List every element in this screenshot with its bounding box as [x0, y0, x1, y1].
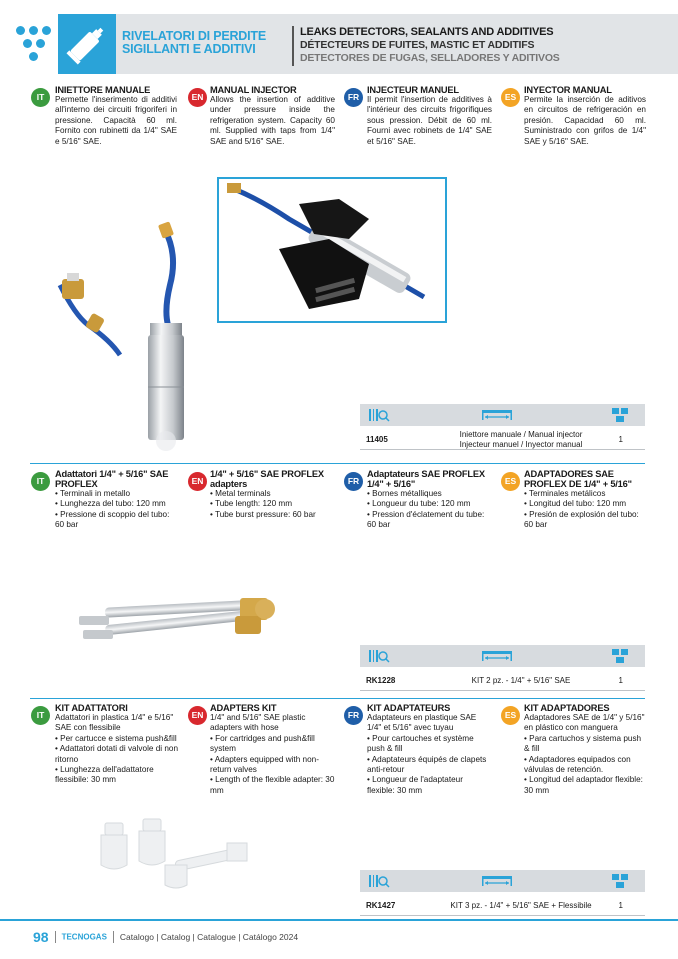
- header-title-it: RIVELATORI DI PERDITE SIGILLANTI E ADDITIVI: [122, 29, 266, 56]
- product-description: KIT 3 pz. - 1/4" + 5/16" SAE + Flessibile: [450, 901, 592, 910]
- section3-desc-it: [55, 703, 180, 786]
- section3-bullet2-fr: • Adaptateurs équipés de clapets anti-retour: [367, 754, 487, 775]
- footer-brand: TECNOGAS: [61, 932, 107, 942]
- product-table-2: [360, 645, 645, 691]
- section3-bullet1-fr: • Pour cartouches et système push & fill: [367, 733, 474, 754]
- boxes-icon: [610, 408, 630, 424]
- section2-title-it: Adattatori 1/4" + 5/16" SAE PROFLEX: [55, 469, 169, 489]
- section2-title-es: ADAPTADORES SAE PROFLEX DE 1/4" + 5/16": [524, 469, 632, 489]
- section2-bullet2-fr: • Longueur du tube: 120 mm: [367, 499, 471, 509]
- section3-bullet1-en: • For cartridges and push&fill system: [210, 733, 315, 754]
- lang-badge-fr: FR: [344, 706, 363, 725]
- section2-bullet2-es: • Longitud del tubo: 120 mm: [524, 499, 627, 509]
- footer-separator: [55, 931, 56, 943]
- section3-desc-es: [524, 703, 646, 796]
- section1-desc-es: [524, 85, 646, 147]
- section1-text-en: Allows the insertion of additive under pressure inside the refrigeration system. Capacity 60 ml. Supplied with taps from 1/4" SAE and 5/16" SAE.: [210, 95, 335, 146]
- table-row: [360, 667, 645, 691]
- product-description: [436, 430, 606, 449]
- product-description: KIT 2 pz. - 1/4" + 5/16" SAE: [471, 676, 571, 685]
- section2-bullet3-fr: • Pression d'éclatement du tube: 60 bar: [367, 509, 485, 530]
- boxes-icon: [610, 874, 630, 890]
- table-row: [360, 892, 645, 916]
- header-separator: [292, 26, 294, 66]
- product-qty: 1: [618, 901, 623, 910]
- section-divider: [30, 698, 645, 699]
- table-header: [360, 870, 645, 892]
- section1-desc-fr: [367, 85, 492, 147]
- page-footer: [33, 929, 298, 945]
- length-arrow-icon: [482, 408, 512, 424]
- section3-bullet3-it: • Lunghezza dell'adattatore flessibile: 30 mm: [55, 765, 154, 785]
- section2-bullet2-en: • Tube length: 120 mm: [210, 499, 293, 509]
- lang-badge-en: EN: [188, 88, 207, 107]
- section3-bullet2-it: • Adattatori dotati di valvole di non ritorno: [55, 744, 179, 764]
- section3-intro-fr: Adaptateurs en plastique SAE 1/4" et 5/16" avec tuyau: [367, 713, 477, 733]
- section3-bullet2-en: • Adapters equipped with non-return valves: [210, 754, 319, 775]
- product-description-line1: Iniettore manuale / Manual injector: [459, 430, 583, 439]
- footer-line: [0, 919, 678, 921]
- header-titles: [300, 26, 670, 65]
- section3-bullet1-es: • Para cartuchos y sistema push & fill: [524, 733, 642, 754]
- section3-title-en: ADAPTERS KIT: [210, 703, 277, 713]
- proflex-adapters-image: [75, 590, 285, 645]
- section1-desc-en: [210, 85, 335, 147]
- brand-dots-icon: [16, 26, 52, 62]
- section1-text-fr: Il permit l'insertion de additives à l'intérieur des circuits frigorifiques sous pression. Débit de 60 ml. Fourni avec robinets de 1/4" SAE et 5/16" SAE.: [367, 95, 492, 146]
- page-number: 98: [33, 929, 49, 945]
- header-title-en: LEAKS DETECTORS, SEALANTS AND ADDITIVES: [300, 26, 554, 38]
- product-table-3: [360, 870, 645, 916]
- section3-intro-en: 1/4" and 5/16" SAE plastic adapters with hose: [210, 713, 306, 733]
- footer-catalog: Catalogo | Catalog | Catalogue | Catálogo 2024: [119, 932, 299, 942]
- lang-badge-es: ES: [501, 472, 520, 491]
- section3-bullet3-fr: • Longueur de l'adaptateur flexible: 30 mm: [367, 775, 463, 795]
- magnifier-barcode-icon: [368, 408, 390, 424]
- magnifier-barcode-icon: [368, 874, 390, 890]
- section3-desc-en: [210, 703, 335, 796]
- section1-title-es: INYECTOR MANUAL: [524, 85, 612, 95]
- product-code: RK1427: [366, 901, 396, 910]
- product-qty: 1: [618, 435, 623, 444]
- section3-bullet3-en: • Length of the flexible adapter: 30 mm: [210, 775, 335, 795]
- section-divider: [30, 463, 645, 464]
- section3-bullet1-it: • Per cartucce e sistema push&fill: [55, 733, 177, 743]
- lang-badge-fr: FR: [344, 88, 363, 107]
- section2-bullet3-en: • Tube burst pressure: 60 bar: [210, 509, 316, 519]
- length-arrow-icon: [482, 874, 512, 890]
- lang-badge-fr: FR: [344, 472, 363, 491]
- injector-product-image: [40, 215, 190, 455]
- footer-separator: [113, 931, 114, 943]
- section2-desc-es: [524, 469, 646, 531]
- table-header: [360, 645, 645, 667]
- section2-desc-en: [210, 469, 335, 520]
- table-header: [360, 404, 645, 426]
- lang-badge-en: EN: [188, 472, 207, 491]
- section2-title-en: 1/4" + 5/16" SAE PROFLEX adapters: [210, 469, 324, 489]
- product-qty: 1: [618, 676, 623, 685]
- section3-intro-es: Adaptadores SAE de 1/4" y 5/16" en plástico con manguera: [524, 713, 645, 733]
- product-table-1: [360, 404, 645, 450]
- header-title-es: DETECTORES DE FUGAS, SELLADORES Y ADITIVOS: [300, 52, 560, 64]
- lang-badge-it: IT: [31, 88, 50, 107]
- adapters-kit-image: [95, 815, 255, 895]
- lang-badge-es: ES: [501, 88, 520, 107]
- section3-title-it: KIT ADATTATORI: [55, 703, 128, 713]
- lang-badge-it: IT: [31, 706, 50, 725]
- injector-in-use-photo: [217, 177, 447, 323]
- section3-bullet3-es: • Longitud del adaptador flexible: 30 mm: [524, 775, 643, 795]
- page-header: [0, 14, 678, 74]
- section3-bullet2-es: • Adaptadores equipados con válvulas de retención.: [524, 754, 631, 775]
- section1-title-en: MANUAL INJECTOR: [210, 85, 297, 95]
- section1-text-es: Permite la inserción de aditivos en circuitos de refrigeración en presión. Capacidad 60 ml. Suministrado con grifos de 1/4" SAE y 5/16" SAE.: [524, 95, 646, 146]
- section1-title-fr: INJECTEUR MANUEL: [367, 85, 459, 95]
- section2-bullet3-it: • Pressione di scoppio del tubo: 60 bar: [55, 509, 170, 530]
- section2-bullet1-it: • Terminali in metallo: [55, 489, 131, 498]
- section2-bullet1-en: • Metal terminals: [210, 489, 271, 498]
- section2-bullet1-fr: • Bornes métalliques: [367, 489, 442, 498]
- section3-title-fr: KIT ADAPTATEURS: [367, 703, 451, 713]
- section3-intro-it: Adattatori in plastica 1/4" e 5/16" SAE con flessibile: [55, 713, 174, 733]
- section1-text-it: Permette l'inserimento di additivi all'interno dei circuiti frigoriferi in pressione. Capacità 60 ml. Fornito con rubinetti da 1/4" SAE e 5/16" SAE.: [55, 95, 177, 146]
- section2-bullet2-it: • Lunghezza del tubo: 120 mm: [55, 499, 166, 509]
- section2-desc-fr: [367, 469, 492, 531]
- section1-title-it: INIETTORE MANUALE: [55, 85, 151, 95]
- section3-desc-fr: [367, 703, 492, 796]
- lang-badge-es: ES: [501, 706, 520, 725]
- product-description-line2: Injecteur manuel / Inyector manual: [459, 439, 583, 449]
- table-row: [360, 426, 645, 450]
- magnifier-barcode-icon: [368, 649, 390, 665]
- boxes-icon: [610, 649, 630, 665]
- section2-title-fr: Adaptateurs SAE PROFLEX 1/4" + 5/16": [367, 469, 485, 489]
- product-code: RK1228: [366, 676, 396, 685]
- tube-icon: [58, 14, 116, 74]
- section3-title-es: KIT ADAPTADORES: [524, 703, 610, 713]
- lang-badge-it: IT: [31, 472, 50, 491]
- section2-bullet3-es: • Presión de explosión del tubo: 60 bar: [524, 509, 639, 530]
- section1-desc-it: [55, 85, 177, 147]
- length-arrow-icon: [482, 649, 512, 665]
- product-code: 11405: [366, 435, 388, 444]
- lang-badge-en: EN: [188, 706, 207, 725]
- header-title-fr: DÉTECTEURS DE FUITES, MASTIC ET ADDITIFS: [300, 39, 535, 51]
- section2-desc-it: [55, 469, 180, 531]
- section2-bullet1-es: • Terminales metálicos: [524, 489, 606, 498]
